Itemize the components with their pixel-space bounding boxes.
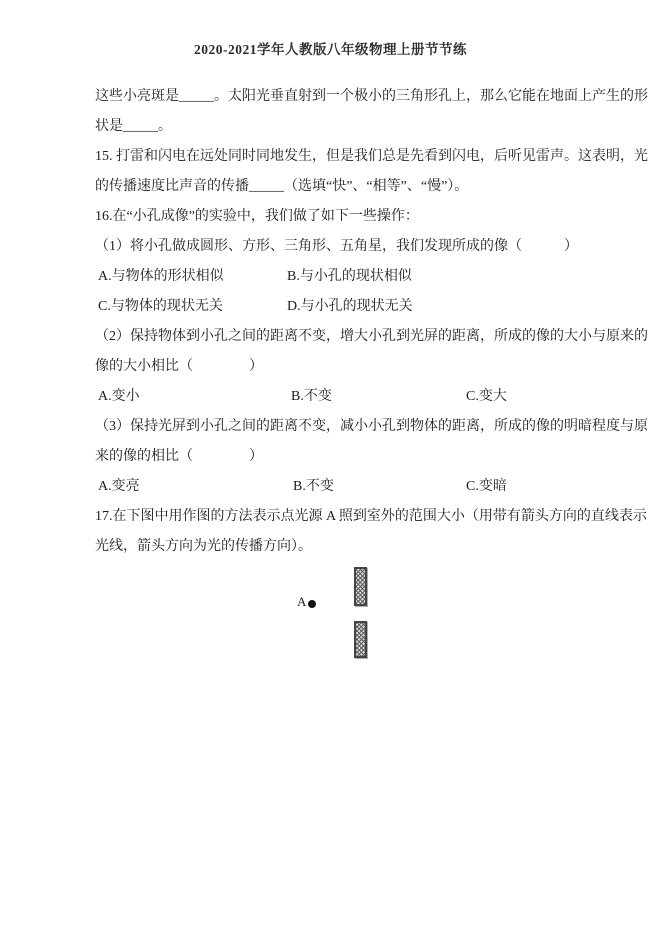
option-a: A.变小 (98, 389, 140, 404)
option-a: A.变亮 (98, 479, 140, 494)
option-c: C.与物体的现状无关 (98, 299, 223, 314)
option-b: B.不变 (293, 479, 334, 494)
question-16-part3-options-row (95, 472, 573, 502)
point-source-label: A (297, 594, 307, 609)
option-d: D.与小孔的现状无关 (287, 299, 413, 314)
wall-segment-top (354, 567, 367, 606)
question-17-line-1: 17.在下图中用作图的方法表示点光源 A 照到室外的范围大小（用带有箭头方向的直线表示 (95, 509, 647, 524)
question-16-part1-options-row-1 (95, 262, 573, 292)
wall-segment-bottom (354, 621, 367, 658)
question-16-part1-stem: （1）将小孔做成圆形、方形、三角形、五角星，我们发现所成的像（ ） (95, 239, 578, 254)
question-17-line-2: 光线，箭头方向为光的传播方向）。 (95, 539, 312, 554)
question-16-part3-line-1: （3）保持光屏到小孔之间的距离不变，减小小孔到物体的距离，所成的像的明暗程度与原 (95, 419, 648, 434)
question-14-line-2: 状是_____。 (95, 119, 172, 134)
option-a: A.与物体的形状相似 (98, 269, 224, 284)
option-b: B.与小孔的现状相似 (287, 269, 412, 284)
question-16-part2-line-1: （2）保持物体到小孔之间的距离不变，增大小孔到光屏的距离，所成的像的大小与原来的 (95, 329, 648, 344)
question-16-part2-options-row (95, 382, 573, 412)
question-16-part1-options-row-2 (95, 292, 573, 322)
option-c: C.变大 (466, 389, 507, 404)
option-b: B.不变 (291, 389, 332, 404)
question-16-part2-line-2: 像的大小相比（ ） (95, 359, 263, 374)
point-light-source-dot (308, 600, 316, 608)
document-body (95, 82, 648, 562)
question-16-part3-line-2: 来的像的相比（ ） (95, 449, 263, 464)
question-14-line-1: 这些小亮斑是_____。太阳光垂直射到一个极小的三角形孔上，那么它能在地面上产生的形 (95, 89, 648, 104)
question-15-line-2: 的传播速度比声音的传播_____（选填“快”、“相等”、“慢”）。 (95, 179, 469, 194)
question-16-stem: 16.在“小孔成像”的实验中，我们做了如下一些操作： (95, 209, 419, 224)
option-c: C.变暗 (466, 479, 507, 494)
question-15-line-1: 15. 打雷和闪电在远处同时同地发生，但是我们总是先看到闪电，后听见雷声。这表明，光 (95, 149, 648, 164)
document-header-title: 2020-2021学年人教版八年级物理上册节节练 (194, 42, 467, 57)
